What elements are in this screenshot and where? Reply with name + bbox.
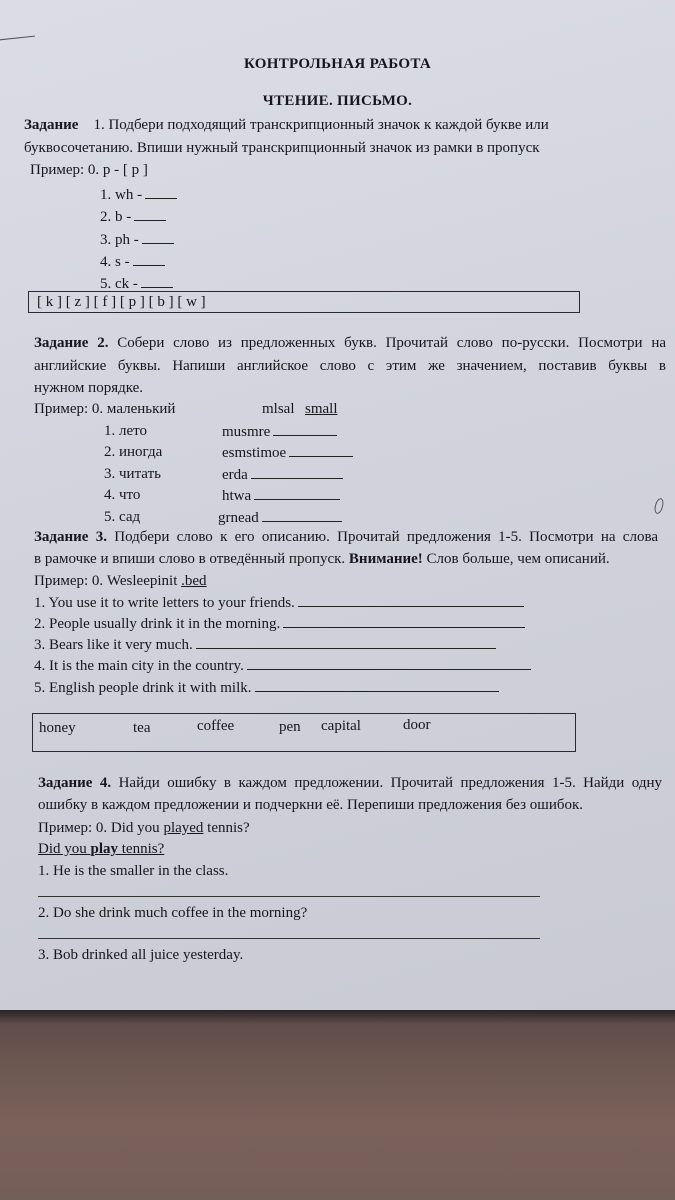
task2-letters <box>218 508 342 527</box>
task2-heading <box>34 334 666 352</box>
task1-instruction-2: буквосочетанию. Впиши нужный транскрипционный значок из рамки в пропуск <box>24 140 540 156</box>
answer-line[interactable] <box>38 896 540 897</box>
word-bank-box <box>32 713 576 752</box>
answer-line[interactable] <box>38 938 540 939</box>
answer-blank[interactable] <box>273 422 337 436</box>
task1-item <box>100 185 177 204</box>
task4-item: 3. Bob drinked all juice yesterday. <box>38 947 244 963</box>
answer-blank[interactable] <box>255 678 499 692</box>
page-subtitle: ЧТЕНИЕ. ПИСЬМО. <box>262 93 413 109</box>
task2-word-ru: 5. сад <box>104 509 141 525</box>
task4-label: Задание 4. <box>38 775 112 791</box>
task1-item-text: 4. s - <box>100 254 130 270</box>
task2-instruction-2: английские буквы. Напиши английское слово с этим же значением, поставив буквы в <box>34 358 666 374</box>
answer-blank[interactable] <box>289 443 353 457</box>
answer-blank[interactable] <box>196 635 496 649</box>
task1-number: 1. <box>93 117 105 133</box>
task4-example-error: played <box>163 820 204 836</box>
task2-word-ru: 2. иногда <box>104 444 163 460</box>
task3-instruction-2-tail: Слов больше, чем описаний. <box>426 551 610 567</box>
task1-item <box>100 230 174 249</box>
answer-blank[interactable] <box>283 614 525 628</box>
task1-instruction-1: Подбери подходящий транскрипционный значок к каждой букве или <box>108 117 549 133</box>
task3-item <box>34 614 525 633</box>
pencil-mark <box>653 497 665 515</box>
task2-example-answer: small <box>305 401 338 417</box>
task4-heading <box>38 774 662 792</box>
task2-letters <box>222 486 340 505</box>
task3-item <box>34 593 524 612</box>
task1-item <box>100 252 165 271</box>
symbol-box <box>28 291 580 313</box>
answer-blank[interactable] <box>254 486 340 500</box>
task3-item <box>34 678 499 697</box>
task3-item-text: 4. It is the main city in the country. <box>34 658 244 674</box>
word-bank-item: pen <box>279 719 301 735</box>
task3-example-text: Пример: 0. Wesleepinit <box>34 573 182 589</box>
task1-label: Задание <box>24 117 79 133</box>
desk-surface <box>0 1010 675 1200</box>
task1-item <box>100 207 166 226</box>
task2-letters-text: musmre <box>222 424 271 440</box>
task4-item: 1. He is the smaller in the class. <box>38 863 229 879</box>
task2-label: Задание 2. <box>34 335 109 351</box>
answer-blank[interactable] <box>145 185 177 199</box>
word-bank-item: door <box>403 717 431 733</box>
task2-letters-text: erda <box>222 467 248 483</box>
word-bank-item: coffee <box>197 718 235 734</box>
task1-item-text: 2. b - <box>100 209 132 225</box>
answer-blank[interactable] <box>262 508 342 522</box>
task3-item-text: 1. You use it to write letters to your friends. <box>34 595 295 611</box>
task4-item: 2. Do she drink much coffee in the morning? <box>38 905 308 921</box>
task2-letters <box>222 422 337 441</box>
task3-instruction-2 <box>34 550 610 568</box>
task2-example-letters: mlsal <box>262 401 295 417</box>
answer-blank[interactable] <box>133 252 165 266</box>
answer-blank[interactable] <box>134 207 166 221</box>
task2-letters-text: grnead <box>218 510 259 526</box>
task3-example <box>34 572 207 590</box>
task4-correct-word: play <box>90 841 119 857</box>
task2-example: Пример: 0. маленький <box>34 401 176 417</box>
task2-letters <box>222 465 343 484</box>
task2-word-ru: 4. что <box>104 487 141 503</box>
task3-attention: Внимание! <box>348 551 423 567</box>
task3-item-text: 2. People usually drink it in the morning. <box>34 616 281 632</box>
task3-item-text: 5. English people drink it with milk. <box>34 680 252 696</box>
task3-item-text: 3. Bears like it very much. <box>34 637 193 653</box>
task4-correct-example <box>38 840 164 858</box>
symbol-list: [ k ] [ z ] [ f ] [ p ] [ b ] [ w ] <box>37 294 206 310</box>
task1-item-text: 5. ck - <box>100 276 138 292</box>
task3-heading <box>34 528 658 546</box>
task2-instruction-3: нужном порядке. <box>34 380 144 396</box>
task2-letters <box>222 443 353 462</box>
task1-example: Пример: 0. p - [ p ] <box>30 162 148 178</box>
task1-heading <box>24 116 668 134</box>
task3-item <box>34 635 496 654</box>
word-bank-item: honey <box>39 720 76 736</box>
task4-example-tail: tennis? <box>203 820 250 836</box>
task2-letters-text: esmstimoe <box>222 445 287 461</box>
task3-label: Задание 3. <box>34 529 107 545</box>
task2-word-ru: 1. лето <box>104 423 148 439</box>
task4-example <box>38 819 250 837</box>
task4-correct-tail: tennis? <box>118 841 165 857</box>
fold-line <box>0 36 35 42</box>
task3-instruction-1: Подбери слово к его описанию. Прочитай предложения 1-5. Посмотри на слова <box>114 529 658 545</box>
task2-letters-text: htwa <box>222 488 252 504</box>
word-bank-item: capital <box>321 718 361 734</box>
task2-word-ru: 3. читать <box>104 466 161 482</box>
answer-blank[interactable] <box>142 230 174 244</box>
task4-example-text: Пример: 0. Did you <box>38 820 164 836</box>
answer-blank[interactable] <box>251 465 343 479</box>
answer-blank[interactable] <box>298 593 524 607</box>
task4-instruction-2: ошибку в каждом предложении и подчеркни её. Перепиши предложения без ошибок. <box>38 797 584 813</box>
word-bank-item: tea <box>133 720 151 736</box>
task4-correct-text: Did you <box>38 841 91 857</box>
task3-instruction-2-text: в рамочке и впиши слово в отведённый пропуск. <box>34 551 346 567</box>
task2-instruction-1: Собери слово из предложенных букв. Прочитай слово по-русски. Посмотри на <box>117 335 667 351</box>
task4-instruction-1: Найди ошибку в каждом предложении. Прочитай предложения 1-5. Найди одну <box>118 775 663 791</box>
task3-example-answer: .bed <box>181 573 207 589</box>
answer-blank[interactable] <box>141 274 173 288</box>
answer-blank[interactable] <box>247 656 531 670</box>
task1-item-text: 3. ph - <box>100 232 139 248</box>
page-title: КОНТРОЛЬНАЯ РАБОТА <box>243 56 432 72</box>
task3-item <box>34 656 531 675</box>
task1-item-text: 1. wh - <box>100 187 143 203</box>
